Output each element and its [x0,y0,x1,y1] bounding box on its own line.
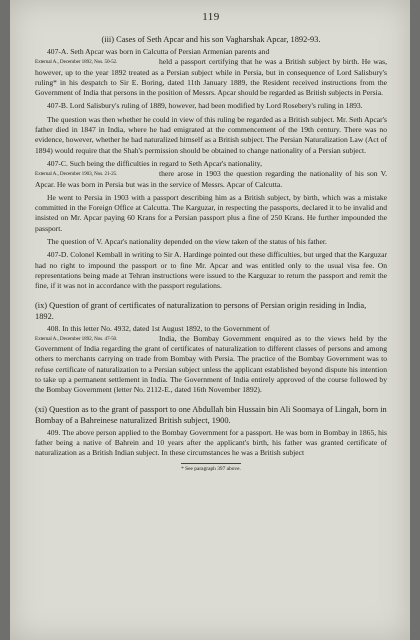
section-apcar [35,34,387,292]
section-passport [35,404,387,459]
paragraph-lead: 407-A. Seth Apcar was born in Calcutta of Persian Armenian parents and [47,47,270,56]
paragraph-407c [35,159,387,190]
paragraph-persia-trip: He went to Persia in 1903 with a passport describing him as a British subject, by birth, which was a mistake committed in the Foreign Office at Calcutta. The Karguzar, in respecting the passports, declared it to be invalid and insisted on Mr. Apcar paying 60 Krans for a Persian passport plus a fine of 250 Krans. He further impounded the passport. [35,192,387,233]
footnote: * See paragraph 397 above. [181,465,241,472]
marginal-reference: External A., December 1892, Nos. 47-50. [35,335,118,342]
page-number: 119 [202,11,220,23]
section-naturalization [35,300,387,396]
paragraph-text: there arose in 1903 the question regarding the nationality of his son V. Apcar. He was born in Persia but was in the service of Messrs. Apcar of Calcutta. [35,169,387,189]
paragraph-409: 409. The above person applied to the Bombay Government for a passport. He was born in Bombay in 1865, his father being a native of Bahrein and 10 years after the applicant's birth, his father was granted certificate of naturalization as a British Indian subject. In these circumstances he was a British subject [35,427,387,458]
paragraph-question: The question was then whether he could in view of this ruling be regarded as a British subject. Mr. Seth Apcar's father died in 1847 in India, where he had emigrated at the commencement of the 19th century. There was no evidence, however, whether he had naturalized himself as a British subject. The Persian Naturalization Law (Act of 1894) would require that the Shah's permission should be obtained to change nationality of a Persian subject. [35,114,387,155]
paragraph-407d: 407-D. Colonel Kemball in writing to Sir A. Hardinge pointed out these difficulties, but urged that the Karguzar had no right to impound the passport or to fine Mr. Apcar and was entitled only to the usual visa fee. On representations being made at Tehran instructions were issued to the Karguzar to return the passport and remit the fine, if it was not in accordance with the passport regulations. [35,250,387,291]
paragraph-408 [35,324,387,396]
paragraph-lead: 407-C. Such being the difficulties in regard to Seth Apcar's nationality, [47,158,263,168]
marginal-reference: External A., December 1892, Nos. 50-52. [35,59,118,66]
marginal-reference: External A., December 1903, Nos. 21-25. [35,171,118,178]
section-heading: (ix) Question of grant of certificates of naturalization to persons of Persian origin residing in India, 1892. [35,300,367,321]
paragraph-text: India, the Bombay Government enquired as to the views held by the Government of India regarding the grant of certificates of naturalization to different classes of persons and among others to merchants carrying on trade from Bombay with Persia. The practice of the Bombay Government was to refuse certificate of naturalization to a Persian subject unless the applicant established beyond dispute his intention to take up a permanent settlement in India. The Government of India entirely approved of the course followed by the Bombay Government (letter No. 2112-E., dated 16th November 1892). [35,333,387,395]
document-page [10,0,410,640]
paragraph-nationality: The question of V. Apcar's nationality depended on the view taken of the status of his father. [47,237,327,247]
paragraph-lead: 408. In this letter No. 4932, dated 1st August 1892, to the Government of [47,323,270,333]
section-heading: (iii) Cases of Seth Apcar and his son Vagharshak Apcar, 1892-93. [101,35,321,44]
paragraph-407b: 407-B. Lord Salisbury's ruling of 1889, however, had been modified by Lord Rosebery's ruling in 1893. [47,101,363,111]
paragraph-text: held a passport certifying that he was a British subject by birth. He was, however, up to the year 1892 treated as a Persian subject while in Persia, but in consequence of Lord Salisbury's ruling* in his despatch to Sir E. Boring, dated 11th January 1889, the Resident received instructions from the Government of India that persons in the position of Messrs. Apcar should be regarded as British subjects in Persia. [35,57,387,98]
page-content [35,10,387,473]
paragraph-407a [35,47,387,98]
footnote-rule [181,463,241,464]
section-heading: (xi) Question as to the grant of passport to one Abdullah bin Hussain bin Ali Soomaya of Lingah, born in Bombay of a Bahreinese naturalized British subject, 1900. [35,404,387,425]
